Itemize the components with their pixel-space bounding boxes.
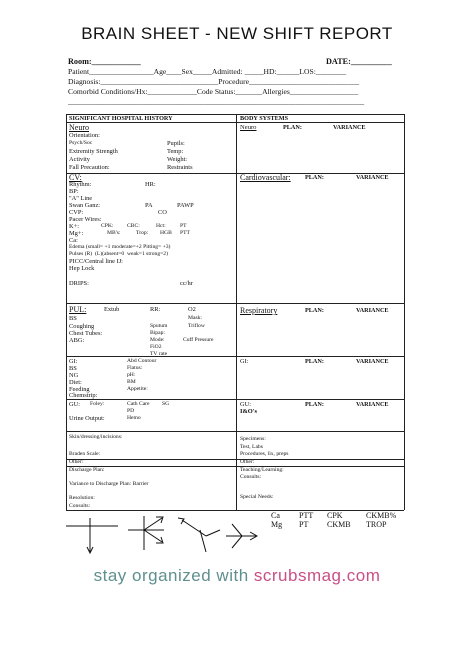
cv-lab: MB's: xyxy=(107,230,121,236)
cv-item: Pacer Wires: xyxy=(69,216,102,223)
neuro-item: Fall Precaution: xyxy=(69,164,110,171)
diagnosis-field: Diagnosis:_______________________________Procedure_____________________________ xyxy=(68,77,360,86)
footer-brand: scrubsmag.com xyxy=(253,566,381,585)
bottom-right-item: Teaching/Learning: xyxy=(240,467,284,473)
bottom-right-item: Special Needs: xyxy=(240,494,274,500)
fishbone-line xyxy=(144,530,162,542)
gu-heading: GU: xyxy=(69,401,81,408)
cv-system: Cardiovascular: xyxy=(240,173,291,182)
cv-lab: CPK: xyxy=(101,223,114,229)
neuro-item: Orientation: xyxy=(69,132,100,139)
grid-left xyxy=(66,114,67,510)
arrow-icon xyxy=(178,518,184,524)
cv-item: Swan Ganz: xyxy=(69,202,101,209)
fishbone-line xyxy=(200,530,206,552)
fishbone-line xyxy=(182,520,206,536)
cv-lab: CBC: xyxy=(127,223,140,229)
footer-text: stay organized with xyxy=(93,566,254,585)
cv-picc: PICC/Central line IJ: xyxy=(69,258,123,265)
grid-line xyxy=(66,303,404,304)
pul-item: BS xyxy=(69,315,77,322)
neuro-item: Temp: xyxy=(167,148,184,155)
neuro-item: Extremity Strength xyxy=(69,148,118,155)
pul-item: Triflow xyxy=(188,323,205,329)
gu-urine: Urine Output: xyxy=(69,415,105,422)
cv-heplock: Hep Lock xyxy=(69,265,95,272)
gu-variance: VARIANCE xyxy=(356,401,389,408)
room-field: Room:____________ xyxy=(68,57,141,66)
pul-item: Coughing xyxy=(69,323,95,330)
footer-tagline xyxy=(0,566,474,586)
gi-item: Diet: xyxy=(69,379,82,386)
gi-abd: Abd Contour xyxy=(127,358,157,364)
gi-item: Flatus: xyxy=(127,365,143,371)
cv-pa: PA xyxy=(145,202,153,209)
cv-plan: PLAN: xyxy=(305,174,324,181)
neuro-system: Neuro xyxy=(240,124,257,131)
pul-plan: PLAN: xyxy=(305,307,324,314)
pul-item: Bipap: xyxy=(150,330,165,336)
neuro-item: Pupils: xyxy=(167,140,185,147)
fishbone-line xyxy=(206,530,220,536)
patient-field: Patient_________________Age____Sex_____Admitted: _____HD:______LOS:________ xyxy=(68,67,347,76)
col-systems: BODY SYSTEMS xyxy=(240,115,289,122)
gi-system: GI: xyxy=(240,358,249,365)
cv-hr: HR: xyxy=(145,181,156,188)
gu-sg: SG xyxy=(162,401,170,407)
cv-lab: Hct: xyxy=(156,223,166,229)
pul-variance: VARIANCE xyxy=(356,307,389,314)
gi-item: BM xyxy=(127,379,136,385)
gi-item: Chemstrip: xyxy=(69,392,98,399)
cv-edema: Edema (small= +1 moderate=+2 Pitting= +3) xyxy=(69,244,171,250)
cv-item: CVP: xyxy=(69,209,84,216)
grid-line xyxy=(66,173,404,174)
pul-heading: PUL: xyxy=(69,305,87,314)
gi-item: Appetite: xyxy=(127,386,148,392)
lab-grid-cell: Ca xyxy=(271,511,280,520)
bottom-left-item: Other: xyxy=(69,459,84,465)
grid-line xyxy=(66,466,404,467)
grid-line xyxy=(66,399,404,400)
cv-lab: Trop: xyxy=(136,230,149,236)
neuro-item: Weight: xyxy=(167,156,188,163)
pul-item: FiO2 xyxy=(150,344,162,350)
cv-item: BP: xyxy=(69,188,79,195)
cv-item: Mg+: xyxy=(69,230,84,237)
grid-bottom xyxy=(66,510,404,511)
cv-item: Ca: xyxy=(69,237,78,244)
cv-lab: HGB xyxy=(160,230,172,236)
cv-variance: VARIANCE xyxy=(356,174,389,181)
col-history: SIGNIFICANT HOSPITAL HISTORY xyxy=(69,115,173,122)
gi-heading: GI: xyxy=(69,358,78,365)
neuro-heading: Neuro xyxy=(69,123,89,132)
bottom-left-item: Braden Scale: xyxy=(69,451,101,457)
gu-system: GU: xyxy=(240,401,252,408)
cv-item: Rhythm: xyxy=(69,181,92,188)
gi-item: Feeding xyxy=(69,386,90,393)
pul-item: Mask: xyxy=(188,315,202,321)
bottom-left-item: Resolution: xyxy=(69,495,95,501)
grid-right xyxy=(404,114,405,510)
comorbid-field: Comorbid Conditions/Hx:_____________Code Status:_______Allergies__________________ xyxy=(68,87,359,96)
cv-item: K+: xyxy=(69,223,79,230)
lab-grid-cell: CPK xyxy=(327,511,343,520)
lab-grid-cell: PT xyxy=(299,520,309,529)
blank-line: ______________________________________________________________________________ xyxy=(68,97,365,106)
bottom-right-item: Other: xyxy=(240,459,255,465)
bottom-left-item: Skin/dressing/incisions: xyxy=(69,434,123,440)
gi-item: NG xyxy=(69,372,79,379)
grid-line xyxy=(66,356,404,357)
pul-item: Chest Tubes: xyxy=(69,330,103,337)
fishbone-line xyxy=(144,518,162,530)
lab-grid-cell: CKMB% xyxy=(366,511,397,520)
pul-system: Respiratory xyxy=(240,306,278,315)
pul-extub: Extub xyxy=(104,306,120,313)
gu-cath: Cath Care xyxy=(127,401,150,407)
grid-mid xyxy=(236,114,237,510)
grid-line xyxy=(66,459,404,460)
cv-pawp: PAWP xyxy=(177,202,194,209)
cv-drips: DRIPS: xyxy=(69,280,89,287)
pul-item: TV rate xyxy=(150,351,168,357)
gu-pd: PD xyxy=(127,408,135,414)
cv-heading: CV: xyxy=(69,173,82,182)
neuro-plan: PLAN: xyxy=(283,124,302,131)
lab-grid-cell: PTT xyxy=(299,511,314,520)
pul-item: ABG: xyxy=(69,337,85,344)
cv-item: "A" Line xyxy=(69,195,93,202)
bottom-right-item: Consults: xyxy=(240,474,262,480)
cv-lab: PTT xyxy=(180,230,190,236)
lab-grid-cell: CKMB xyxy=(327,520,351,529)
bottom-left-item: Discharge Plan: xyxy=(69,467,105,473)
neuro-item: Restraints xyxy=(167,164,193,171)
pul-rr: RR: xyxy=(150,306,161,313)
pul-item: Cuff Pressure xyxy=(183,337,214,343)
gu-hemo: Hemo xyxy=(127,415,141,421)
grid-line xyxy=(66,431,404,432)
lab-grid-cell: TROP xyxy=(366,520,387,529)
pul-item: Sputum xyxy=(150,323,168,329)
gi-item: BS xyxy=(69,365,77,372)
gu-plan: PLAN: xyxy=(305,401,324,408)
lab-grid-cell: Mg xyxy=(271,520,283,529)
cv-pulses: Pulses (R) (L)(absent=0 weak=1 strong=2) xyxy=(69,251,168,257)
cv-cchr: cc/hr xyxy=(180,280,193,287)
gu-io: I&O's xyxy=(240,408,258,415)
gi-item: pH: xyxy=(127,372,136,378)
bottom-right-item: Procedures, lix, preps xyxy=(240,451,289,457)
gi-variance: VARIANCE xyxy=(356,358,389,365)
pul-item: Mode: xyxy=(150,337,165,343)
neuro-item: Psych/Soc xyxy=(69,140,93,146)
gu-foley: Foley: xyxy=(90,401,105,407)
neuro-item: Activity xyxy=(69,156,90,163)
cv-co: CO xyxy=(158,209,167,216)
neuro-variance: VARIANCE xyxy=(333,124,366,131)
date-field: DATE:__________ xyxy=(326,57,392,66)
bottom-right-item: Test, Labs xyxy=(240,444,263,450)
page-title: BRAIN SHEET - NEW SHIFT REPORT xyxy=(81,24,393,43)
pul-o2: O2 xyxy=(188,306,196,313)
bottom-right-item: Specimens: xyxy=(240,436,266,442)
gi-plan: PLAN: xyxy=(305,358,324,365)
fishbone-line xyxy=(232,524,242,536)
cv-lab: PT xyxy=(180,223,187,229)
lab-fishbone-diagrams xyxy=(60,512,270,562)
bottom-left-item: Consults: xyxy=(69,503,91,509)
fishbone-line xyxy=(232,536,242,548)
bottom-left-item: Variance to Discharge Plan: Barrier xyxy=(69,481,149,487)
